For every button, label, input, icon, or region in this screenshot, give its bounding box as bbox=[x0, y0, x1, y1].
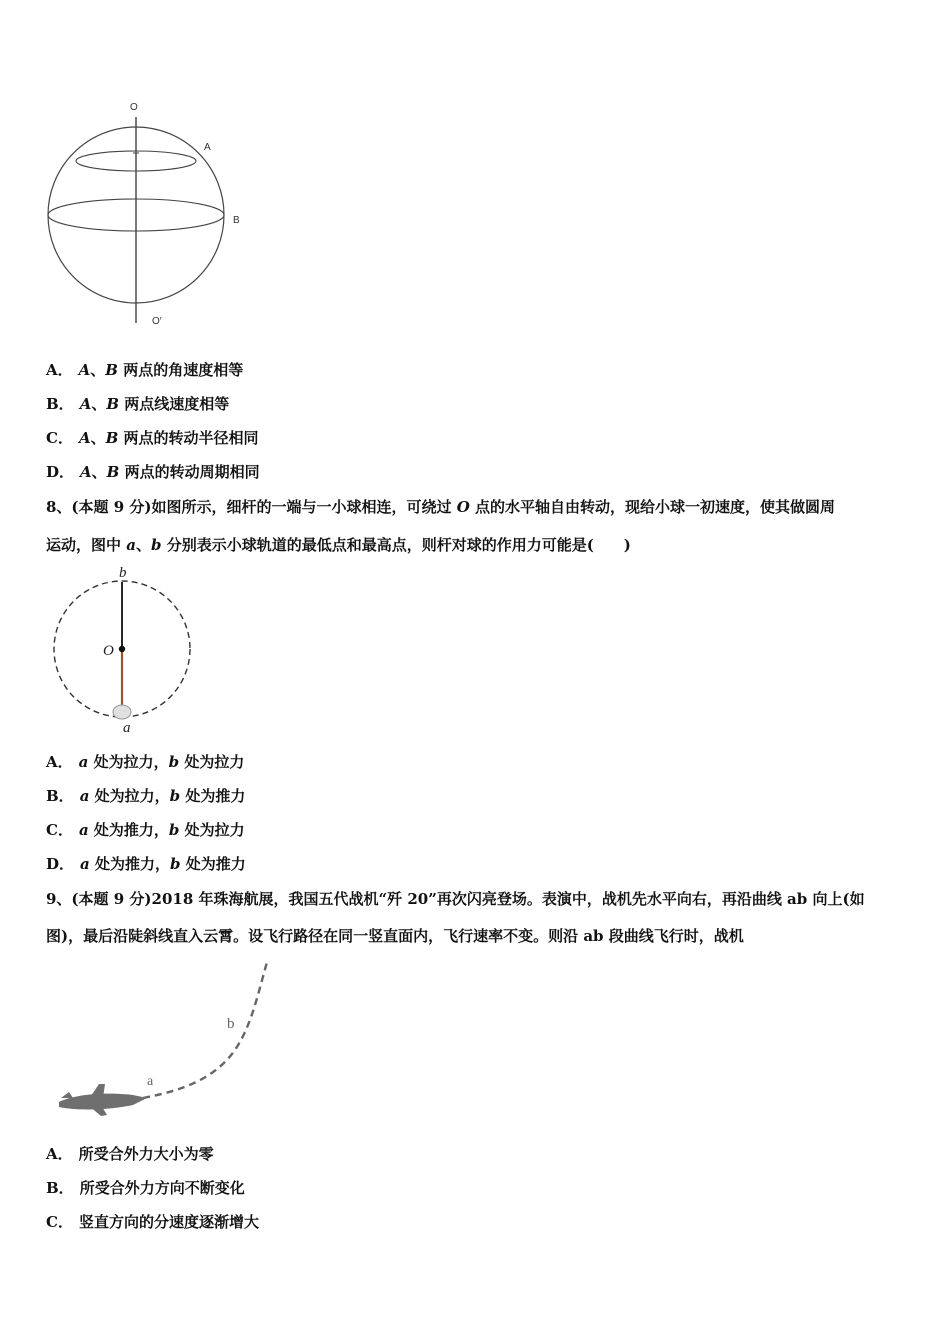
option-label: D． bbox=[46, 463, 75, 481]
var-b: b bbox=[168, 753, 180, 771]
option-text: 处为推力 bbox=[180, 855, 246, 873]
option-label: A． bbox=[46, 361, 73, 379]
var-a: A bbox=[78, 361, 91, 379]
option-label: B． bbox=[46, 787, 74, 805]
var-a: A bbox=[79, 395, 92, 413]
var-b: b bbox=[169, 787, 181, 805]
option-text: 两点的转动半径相同 bbox=[123, 429, 259, 447]
q8-stem-line2 bbox=[46, 535, 908, 555]
option-text: 所受合外力大小为零 bbox=[78, 1145, 214, 1163]
q8-option-c[interactable] bbox=[46, 820, 245, 840]
rod-ball-figure bbox=[48, 562, 198, 740]
sep: 、 bbox=[135, 536, 151, 554]
option-label: C． bbox=[46, 1213, 73, 1231]
q8-option-b[interactable] bbox=[46, 786, 245, 806]
sphere-figure bbox=[40, 95, 260, 335]
q8-text: 分别表示小球轨道的最低点和最高点，则杆对球的作用力可能是( ) bbox=[161, 536, 631, 554]
var-b: b bbox=[150, 536, 162, 554]
q8-text: 点的水平轴自由转动，现给小球一初速度，使其做圆周 bbox=[469, 498, 836, 516]
option-label: C． bbox=[46, 429, 73, 447]
option-text: 处为推力 bbox=[180, 787, 246, 805]
sphere-top-label: O bbox=[130, 102, 138, 113]
q8-option-a[interactable] bbox=[46, 752, 244, 772]
option-text: 两点线速度相等 bbox=[124, 395, 230, 413]
sphere-bottom-label: O′ bbox=[152, 316, 162, 327]
sep: 、 bbox=[91, 395, 107, 413]
q7-option-a[interactable] bbox=[46, 360, 243, 380]
q9-option-c[interactable] bbox=[46, 1212, 259, 1232]
option-label: B． bbox=[46, 1179, 74, 1197]
q9-stem-line1: 9、(本题 9 分)2018 年珠海航展，我国五代战机“歼 20”再次闪亮登场。表演中，战机先水平向右，再沿曲线 ab 向上(如 bbox=[46, 890, 865, 908]
option-text: 处为拉力， bbox=[88, 753, 169, 771]
option-text: 处为拉力 bbox=[179, 753, 245, 771]
ball bbox=[113, 705, 131, 719]
point-b-label: B bbox=[233, 215, 240, 226]
var-b: B bbox=[105, 361, 118, 379]
q7-option-d[interactable] bbox=[46, 462, 260, 482]
option-label: D． bbox=[46, 855, 75, 873]
var-a: a bbox=[78, 821, 89, 839]
jet-icon bbox=[59, 1084, 147, 1116]
var-b: b bbox=[168, 821, 180, 839]
var-a: A bbox=[80, 463, 92, 481]
option-label: B． bbox=[46, 395, 74, 413]
top-point-b-label: b bbox=[119, 565, 127, 581]
var-b: B bbox=[106, 463, 120, 481]
option-text: 处为拉力 bbox=[179, 821, 245, 839]
option-text: 处为拉力， bbox=[89, 787, 170, 805]
flight-path-curve bbox=[143, 962, 267, 1098]
q8-text: 运动，图中 bbox=[46, 536, 127, 554]
var-a: a bbox=[80, 855, 90, 873]
curve-b-label: b bbox=[227, 1016, 235, 1032]
option-text: 两点的转动周期相同 bbox=[124, 463, 260, 481]
q8-stem-line1 bbox=[46, 497, 908, 517]
point-a-label: A bbox=[204, 142, 211, 153]
var-b: b bbox=[169, 855, 181, 873]
pivot-o-label: O bbox=[103, 643, 114, 659]
jet-flight-figure bbox=[55, 958, 285, 1120]
bottom-point-a-label: a bbox=[123, 720, 131, 736]
var-b: B bbox=[105, 429, 119, 447]
var-a: a bbox=[79, 787, 90, 805]
option-text: 处为推力， bbox=[88, 821, 169, 839]
q8-text: 8、(本题 9 分)如图所示，细杆的一端与一小球相连，可绕过 bbox=[46, 498, 457, 516]
option-label: A． bbox=[46, 753, 73, 771]
var-a: a bbox=[78, 753, 89, 771]
sep: 、 bbox=[90, 361, 106, 379]
option-text: 竖直方向的分速度逐渐增大 bbox=[78, 1213, 259, 1231]
pivot-point bbox=[119, 646, 125, 652]
option-text: 所受合外力方向不断变化 bbox=[79, 1179, 245, 1197]
option-label: C． bbox=[46, 821, 73, 839]
option-label: A． bbox=[46, 1145, 73, 1163]
q7-option-c[interactable] bbox=[46, 428, 259, 448]
q9-option-b[interactable] bbox=[46, 1178, 245, 1198]
var-o: O bbox=[456, 498, 470, 516]
q7-option-b[interactable] bbox=[46, 394, 229, 414]
sep: 、 bbox=[91, 463, 107, 481]
var-b: B bbox=[106, 395, 120, 413]
sep: 、 bbox=[90, 429, 106, 447]
var-a: a bbox=[126, 536, 136, 554]
var-a: A bbox=[78, 429, 91, 447]
q9-stem-line2: 图)，最后沿陡斜线直入云霄。设飞行路径在同一竖直面内，飞行速率不变。则沿 ab 段曲线飞行时，战机 bbox=[46, 927, 744, 945]
curve-a-label: a bbox=[147, 1074, 154, 1089]
q9-option-a[interactable] bbox=[46, 1144, 214, 1164]
option-text: 两点的角速度相等 bbox=[123, 361, 244, 379]
option-text: 处为推力， bbox=[89, 855, 170, 873]
q8-option-d[interactable] bbox=[46, 854, 246, 874]
